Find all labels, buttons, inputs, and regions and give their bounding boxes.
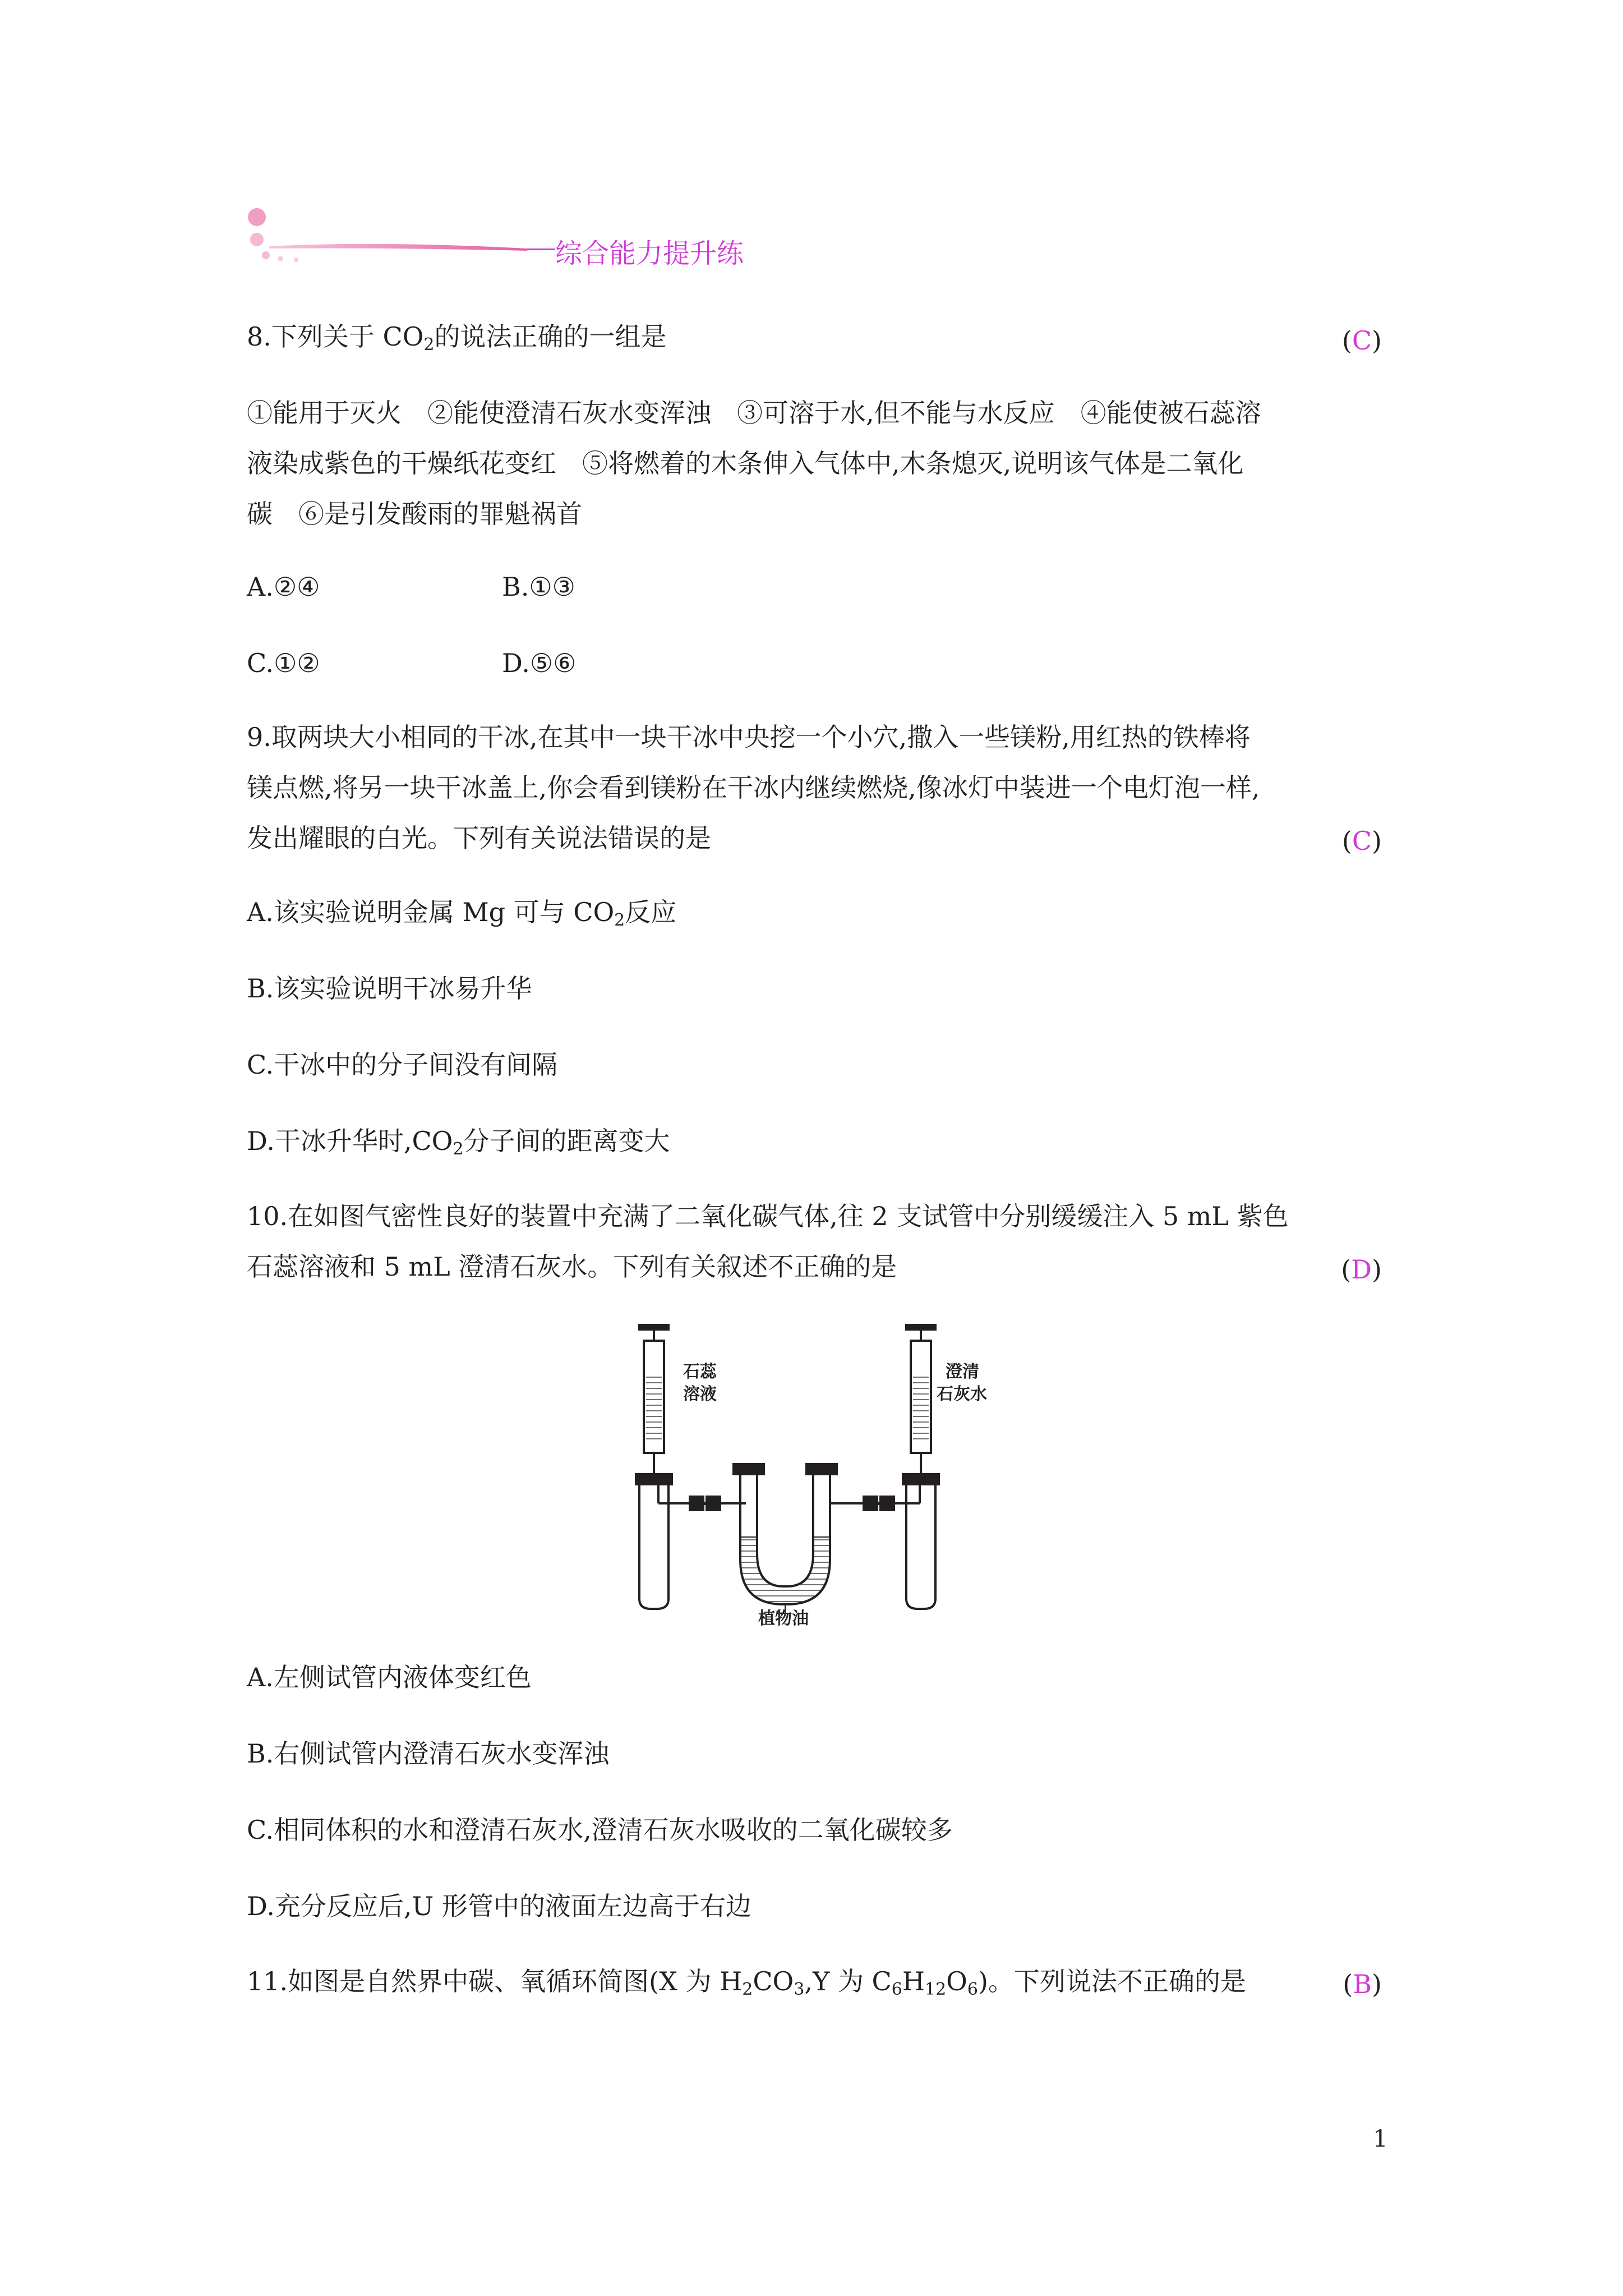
q8-option-d: D.⑤⑥	[502, 648, 577, 678]
q10-option-a: A.左侧试管内液体变红色	[247, 1662, 532, 1692]
page-number: 1	[1373, 2125, 1388, 2152]
q10-option-b: B.右侧试管内澄清石灰水变浑浊	[247, 1738, 610, 1769]
q8-statement-line: 碳 ⑥是引发酸雨的罪魁祸首	[247, 499, 582, 529]
q10-stem-line: 10.在如图气密性良好的装置中充满了二氧化碳气体,往 2 支试管中分别缓缓注入 5 mL 紫色	[247, 1201, 1289, 1231]
q10-option-d: D.充分反应后,U 形管中的液面左边高于右边	[247, 1891, 751, 1921]
q10-option-c: C.相同体积的水和澄清石灰水,澄清石灰水吸收的二氧化碳较多	[247, 1815, 953, 1845]
label-litmus-2: 溶液	[683, 1384, 717, 1404]
q8-statement-line: 液染成紫色的干燥纸花变红 ⑤将燃着的木条伸入气体中,木条熄灭,说明该气体是二氧化	[247, 448, 1244, 478]
q9-stem-line: 发出耀眼的白光。下列有关说法错误的是	[247, 823, 711, 853]
q10-stem-line: 石蕊溶液和 5 mL 澄清石灰水。下列有关叙述不正确的是	[247, 1251, 897, 1282]
q8-answer-letter: C	[1352, 325, 1372, 356]
q8-answer: (C)	[1341, 325, 1382, 356]
label-limewater-2: 石灰水	[937, 1384, 987, 1404]
q10-answer-letter: D	[1351, 1254, 1372, 1285]
q9-answer: (C)	[1341, 826, 1382, 856]
section-header	[241, 199, 746, 272]
q9-option-c: C.干冰中的分子间没有间隔	[247, 1050, 558, 1080]
q11-answer: (B)	[1343, 1969, 1382, 1999]
q9-option-a: A.该实验说明金属 Mg 可与 $CO_2$反应	[247, 897, 677, 930]
q11-answer-letter: B	[1353, 1969, 1372, 1999]
q10-answer: (D)	[1341, 1254, 1382, 1285]
section-title-dash	[527, 249, 555, 250]
section-title: 综合能力提升练	[555, 238, 744, 269]
q9-option-d: D.干冰升华时$,CO_2$分子间的距离变大	[247, 1126, 670, 1159]
q8-option-b: B.①③	[502, 572, 575, 602]
decorative-dots-icon	[241, 199, 533, 272]
label-vegetable-oil: 植物油	[758, 1609, 809, 1628]
q8-statement-line: ①能用于灭火 ②能使澄清石灰水变浑浊 ③可溶于水,但不能与水反应 ④能使被石蕊溶	[247, 398, 1261, 428]
q9-answer-letter: C	[1352, 826, 1372, 856]
q8-option-c: C.①②	[247, 648, 320, 678]
q10-apparatus-figure	[634, 1324, 1015, 1627]
q9-option-b: B.该实验说明干冰易升华	[247, 973, 532, 1004]
label-litmus-1: 石蕊	[683, 1362, 717, 1382]
q11-stem: 11.如图是自然界中碳、氧循环简图(X 为 $H_2CO_3,Y$ 为 $C_6H_{12}O_6$)。下列说法不正确的是	[247, 1966, 1246, 1999]
label-limewater-1: 澄清	[946, 1362, 979, 1382]
q8-stem: 8.下列关于 $CO_2$的说法正确的一组是	[247, 321, 667, 355]
q9-stem-line: 镁点燃,将另一块干冰盖上,你会看到镁粉在干冰内继续燃烧,像冰灯中装进一个电灯泡一样,	[247, 772, 1260, 803]
q9-stem-line: 9.取两块大小相同的干冰,在其中一块干冰中央挖一个小穴,撒入一些镁粉,用红热的铁棒将	[247, 722, 1251, 752]
q8-option-a: A.②④	[247, 572, 320, 602]
